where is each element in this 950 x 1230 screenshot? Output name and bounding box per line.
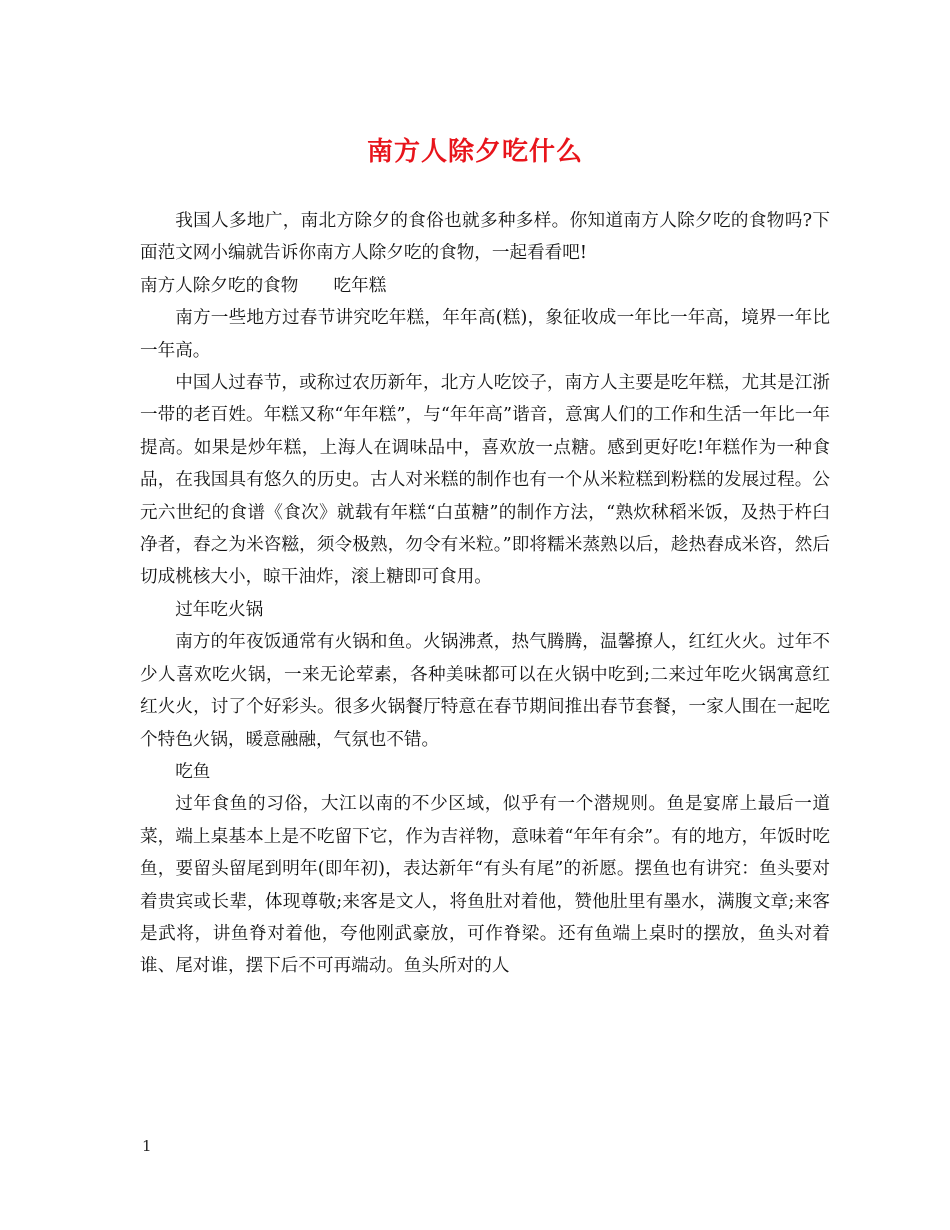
section-heading-fish: 吃鱼	[175, 761, 211, 782]
page-number: 1	[142, 1137, 152, 1155]
paragraph-nian-gao-2: 中国人过春节，或称过农历新年，北方人吃饺子，南方人主要是吃年糕，尤其是江浙一带的老百姓。年糕又称“年年糕”，与“年年高”谐音，意寓人们的工作和生活一年比一年提高。如果是炒年糕，上海人在调味品中，喜欢放一点糖。感到更好吃!年糕作为一种食品，在我国具有悠久的历史。古人对米糕的制作也有一个从米粒糕到粉糕的发展过程。公元六世纪的食谱《食次》就载有年糕“白茧糖”的制作方法，“熟炊秫稻米饭，及热于杵臼净者，舂之为米咨糍，须令极熟，勿令有米粒。”即将糯米蒸熟以后，趁热舂成米咨，然后切成桃核大小，晾干油炸，滚上糖即可食用。	[140, 373, 830, 588]
paragraph-nian-gao-1: 南方一些地方过春节讲究吃年糕，年年高(糕)，象征收成一年比一年高，境界一年比一年高。	[140, 308, 830, 361]
paragraph-intro: 我国人多地广，南北方除夕的食俗也就多种多样。你知道南方人除夕吃的食物吗?下面范文网小编就告诉你南方人除夕吃的食物，一起看看吧!	[140, 211, 830, 264]
paragraph-fish: 过年食鱼的习俗，大江以南的不少区域，似乎有一个潜规则。鱼是宴席上最后一道菜，端上桌基本上是不吃留下它，作为吉祥物，意味着“年年有余”。有的地方，年饭时吃鱼，要留头留尾到明年(即年初)，表达新年“有头有尾”的祈愿。摆鱼也有讲究：鱼头要对着贵宾或长辈，体现尊敬;来客是文人，将鱼肚对着他，赞他肚里有墨水，满腹文章;来客是武将，讲鱼脊对着他，夸他刚武豪放，可作脊梁。还有鱼端上桌时的摆放，鱼头对着谁、尾对谁，摆下后不可再端动。鱼头所对的人	[140, 794, 830, 977]
section-heading-hotpot: 过年吃火锅	[175, 599, 264, 620]
article-body	[140, 205, 830, 983]
section-heading-nian-gao: 南方人除夕吃的食物 吃年糕	[140, 275, 387, 296]
paragraph-hotpot: 南方的年夜饭通常有火锅和鱼。火锅沸煮，热气腾腾，温馨撩人，红红火火。过年不少人喜欢吃火锅，一来无论荤素，各种美味都可以在火锅中吃到;二来过年吃火锅寓意红红火火，讨了个好彩头。很多火锅餐厅特意在春节期间推出春节套餐，一家人围在一起吃个特色火锅，暖意融融，气氛也不错。	[140, 632, 830, 750]
page-title: 南方人除夕吃什么	[366, 137, 583, 167]
